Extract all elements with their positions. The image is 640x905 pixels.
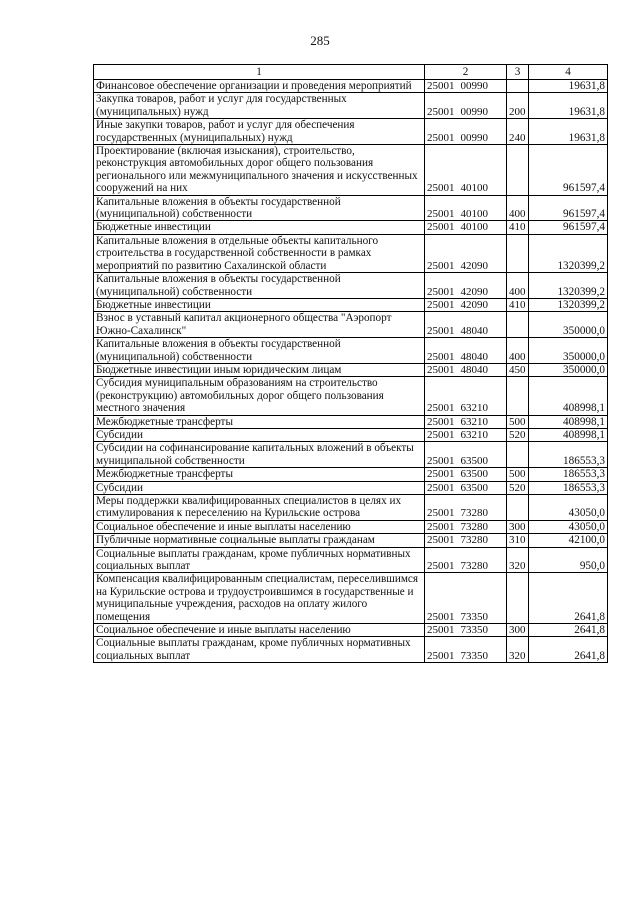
table-row	[94, 468, 608, 481]
table-row	[94, 195, 608, 221]
row-name: Бюджетные инвестиции	[94, 298, 425, 311]
row-expense-type: 520	[507, 428, 529, 441]
row-code-b: 48040	[460, 350, 488, 363]
table-row	[94, 428, 608, 441]
row-expense-type: 320	[507, 637, 529, 663]
row-name: Субсидии	[94, 428, 425, 441]
row-name: Субсидии	[94, 481, 425, 494]
table-row	[94, 481, 608, 494]
row-code	[425, 338, 507, 364]
row-expense-type: 320	[507, 547, 529, 573]
table-row	[94, 221, 608, 234]
row-code-b: 63500	[460, 481, 488, 494]
row-sum: 350000,0	[529, 338, 608, 364]
row-expense-type: 300	[507, 520, 529, 533]
row-code-a: 25001	[427, 350, 455, 363]
row-code-a: 25001	[427, 402, 455, 415]
row-expense-type: 240	[507, 119, 529, 145]
row-name: Публичные нормативные социальные выплаты гражданам	[94, 534, 425, 547]
row-code-b: 73350	[460, 624, 488, 637]
row-expense-type: 400	[507, 195, 529, 221]
row-code	[425, 534, 507, 547]
table-row	[94, 145, 608, 196]
row-name: Капитальные вложения в объекты государственной (муниципальной) собственности	[94, 273, 425, 299]
row-expense-type: 400	[507, 273, 529, 299]
row-code-a: 25001	[427, 298, 455, 311]
row-code-b: 73350	[460, 610, 488, 623]
row-name: Межбюджетные трансферты	[94, 415, 425, 428]
row-code-a: 25001	[427, 428, 455, 441]
table-row	[94, 534, 608, 547]
row-code-a: 25001	[427, 520, 455, 533]
row-sum: 408998,1	[529, 415, 608, 428]
row-code-b: 42090	[460, 259, 488, 272]
row-code-b: 00990	[460, 131, 488, 144]
row-code-b: 40100	[460, 221, 488, 234]
row-sum: 408998,1	[529, 428, 608, 441]
row-code-b: 73350	[460, 649, 488, 662]
row-sum: 1320399,2	[529, 234, 608, 272]
row-code-b: 73280	[460, 560, 488, 573]
table-row	[94, 338, 608, 364]
row-name: Капитальные вложения в объекты государственной (муниципальной) собственности	[94, 338, 425, 364]
row-code-a: 25001	[427, 649, 455, 662]
row-code	[425, 312, 507, 338]
header-cell-sum: 4	[529, 65, 608, 80]
row-code	[425, 363, 507, 376]
table-row	[94, 363, 608, 376]
row-expense-type	[507, 377, 529, 415]
row-code-a: 25001	[427, 610, 455, 623]
table-row	[94, 298, 608, 311]
row-code	[425, 495, 507, 521]
table-row	[94, 119, 608, 145]
row-name: Проектирование (включая изыскания), строительство, реконструкция автомобильных дорог общего пользования регионального или межмуниципального значения и искусственных сооружений на них	[94, 145, 425, 196]
row-name: Социальное обеспечение и иные выплаты населению	[94, 624, 425, 637]
table-row	[94, 637, 608, 663]
row-code-b: 63210	[460, 428, 488, 441]
row-code	[425, 547, 507, 573]
row-sum: 1320399,2	[529, 298, 608, 311]
table-row	[94, 520, 608, 533]
row-expense-type: 500	[507, 468, 529, 481]
row-sum: 350000,0	[529, 363, 608, 376]
row-name: Капитальные вложения в объекты государственной (муниципальной) собственности	[94, 195, 425, 221]
row-name: Субсидии на софинансирование капитальных вложений в объекты муниципальной собственности	[94, 442, 425, 468]
row-code-a: 25001	[427, 182, 455, 195]
table-row	[94, 93, 608, 119]
row-code	[425, 221, 507, 234]
row-name: Социальные выплаты гражданам, кроме публичных нормативных социальных выплат	[94, 547, 425, 573]
row-code-a: 25001	[427, 80, 455, 92]
row-expense-type: 450	[507, 363, 529, 376]
row-sum: 350000,0	[529, 312, 608, 338]
row-code	[425, 80, 507, 93]
row-sum: 43050,0	[529, 520, 608, 533]
row-code-b: 63500	[460, 468, 488, 481]
row-code-b: 40100	[460, 182, 488, 195]
row-code-a: 25001	[427, 105, 455, 118]
header-cell-name: 1	[94, 65, 425, 80]
row-code	[425, 468, 507, 481]
row-code-a: 25001	[427, 481, 455, 494]
row-name: Межбюджетные трансферты	[94, 468, 425, 481]
row-code-a: 25001	[427, 221, 455, 234]
header-cell-code: 2	[425, 65, 507, 80]
row-code	[425, 520, 507, 533]
row-code	[425, 273, 507, 299]
row-name: Иные закупки товаров, работ и услуг для обеспечения государственных (муниципальных) нужд	[94, 119, 425, 145]
row-sum: 19631,8	[529, 93, 608, 119]
row-code-b: 00990	[460, 105, 488, 118]
table-row	[94, 547, 608, 573]
row-expense-type: 400	[507, 338, 529, 364]
row-code	[425, 637, 507, 663]
row-code-b: 42090	[460, 285, 488, 298]
row-code-a: 25001	[427, 415, 455, 428]
row-name: Закупка товаров, работ и услуг для государственных (муниципальных) нужд	[94, 93, 425, 119]
row-expense-type: 500	[507, 415, 529, 428]
budget-table	[93, 64, 608, 663]
row-sum: 950,0	[529, 547, 608, 573]
table-row	[94, 234, 608, 272]
row-code	[425, 145, 507, 196]
row-sum: 1320399,2	[529, 273, 608, 299]
row-code-a: 25001	[427, 534, 455, 547]
row-expense-type	[507, 80, 529, 93]
table-row	[94, 273, 608, 299]
row-code-a: 25001	[427, 208, 455, 221]
row-code-b: 63500	[460, 454, 488, 467]
row-code-b: 48040	[460, 324, 488, 337]
row-code-b: 73280	[460, 534, 488, 547]
row-name: Бюджетные инвестиции	[94, 221, 425, 234]
row-name: Бюджетные инвестиции иным юридическим лицам	[94, 363, 425, 376]
row-expense-type	[507, 312, 529, 338]
row-code	[425, 415, 507, 428]
row-sum: 186553,3	[529, 442, 608, 468]
row-code	[425, 119, 507, 145]
row-code-b: 73280	[460, 520, 488, 533]
row-sum: 961597,4	[529, 195, 608, 221]
row-expense-type: 410	[507, 298, 529, 311]
row-code-a: 25001	[427, 454, 455, 467]
table-header-row	[94, 65, 608, 80]
row-sum: 2641,8	[529, 624, 608, 637]
table-row	[94, 573, 608, 624]
row-code-a: 25001	[427, 259, 455, 272]
row-name: Субсидия муниципальным образованиям на строительство (реконструкцию) автомобильных дорог общего пользования местного значения	[94, 377, 425, 415]
row-sum: 961597,4	[529, 145, 608, 196]
row-name: Компенсация квалифицированным специалистам, переселившимся на Курильские острова и трудоустроившимся в государственные и муниципальные учреждения, расходов на оплату жилого помещения	[94, 573, 425, 624]
table-row	[94, 495, 608, 521]
row-code-a: 25001	[427, 363, 455, 376]
row-expense-type: 310	[507, 534, 529, 547]
row-code	[425, 481, 507, 494]
row-code	[425, 624, 507, 637]
row-name: Социальное обеспечение и иные выплаты населению	[94, 520, 425, 533]
table-row	[94, 377, 608, 415]
row-code-a: 25001	[427, 624, 455, 637]
row-sum: 42100,0	[529, 534, 608, 547]
row-code-b: 73280	[460, 507, 488, 520]
row-code-b: 63210	[460, 402, 488, 415]
row-code	[425, 195, 507, 221]
row-code-b: 63210	[460, 415, 488, 428]
page-number: 285	[310, 33, 330, 48]
row-code-a: 25001	[427, 324, 455, 337]
row-code-a: 25001	[427, 560, 455, 573]
row-code-a: 25001	[427, 131, 455, 144]
row-sum: 186553,3	[529, 468, 608, 481]
row-code	[425, 234, 507, 272]
row-name: Взнос в уставный капитал акционерного общества "Аэропорт Южно-Сахалинск"	[94, 312, 425, 338]
row-expense-type: 520	[507, 481, 529, 494]
row-expense-type: 300	[507, 624, 529, 637]
row-expense-type	[507, 145, 529, 196]
row-code-a: 25001	[427, 285, 455, 298]
row-sum: 961597,4	[529, 221, 608, 234]
row-code	[425, 298, 507, 311]
header-cell-type: 3	[507, 65, 529, 80]
row-sum: 19631,8	[529, 119, 608, 145]
row-code-b: 42090	[460, 298, 488, 311]
row-name: Социальные выплаты гражданам, кроме публичных нормативных социальных выплат	[94, 637, 425, 663]
row-expense-type	[507, 234, 529, 272]
table-row	[94, 80, 608, 93]
row-code	[425, 573, 507, 624]
row-sum: 2641,8	[529, 573, 608, 624]
row-expense-type: 200	[507, 93, 529, 119]
row-code	[425, 93, 507, 119]
row-sum: 43050,0	[529, 495, 608, 521]
row-expense-type	[507, 442, 529, 468]
row-expense-type: 410	[507, 221, 529, 234]
row-code	[425, 428, 507, 441]
row-expense-type	[507, 495, 529, 521]
table-row	[94, 312, 608, 338]
table-row	[94, 442, 608, 468]
table-row	[94, 624, 608, 637]
row-name: Меры поддержки квалифицированных специалистов в целях их стимулирования к переселению на Курильские острова	[94, 495, 425, 521]
row-name: Финансовое обеспечение организации и проведения мероприятий	[94, 80, 425, 93]
row-sum: 186553,3	[529, 481, 608, 494]
row-code-a: 25001	[427, 468, 455, 481]
row-sum: 2641,8	[529, 637, 608, 663]
row-code-b: 48040	[460, 363, 488, 376]
row-sum: 408998,1	[529, 377, 608, 415]
row-sum: 19631,8	[529, 80, 608, 93]
row-name: Капитальные вложения в отдельные объекты капитального строительства в государственной собственности в рамках мероприятий по развитию Сахалинской области	[94, 234, 425, 272]
row-code-a: 25001	[427, 507, 455, 520]
row-code	[425, 377, 507, 415]
row-expense-type	[507, 573, 529, 624]
table-row	[94, 415, 608, 428]
row-code	[425, 442, 507, 468]
row-code-b: 00990	[460, 80, 488, 92]
row-code-b: 40100	[460, 208, 488, 221]
